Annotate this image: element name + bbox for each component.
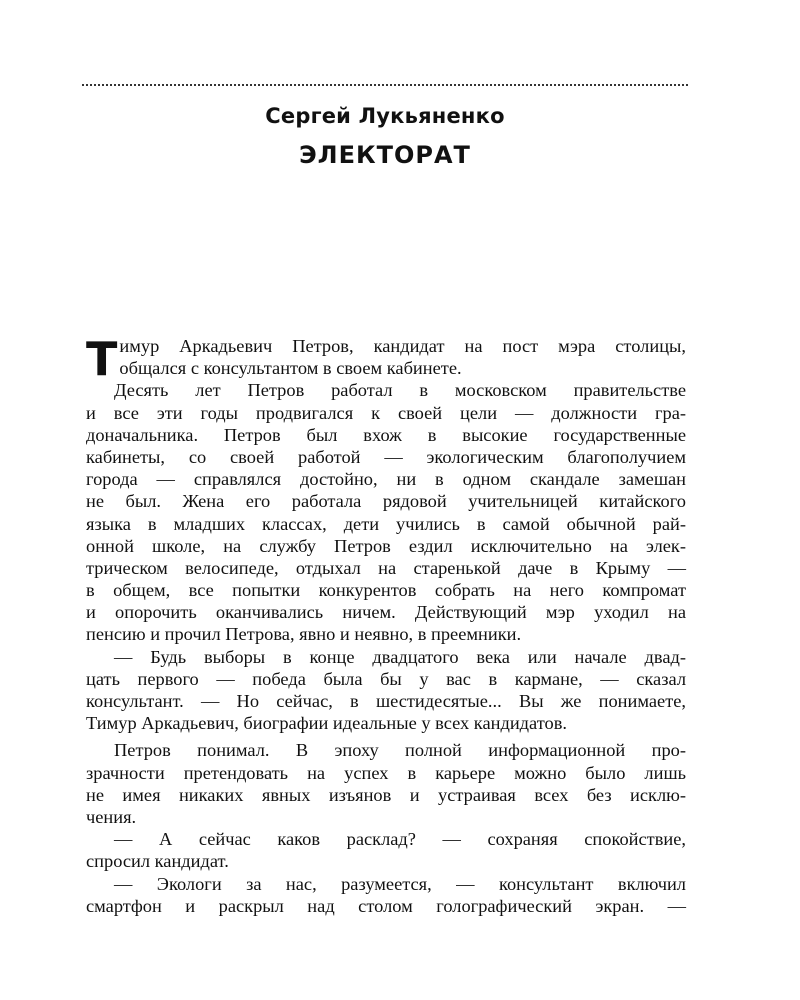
text-line: — А сейчас каков расклад? — сохраняя спокойствие, (114, 829, 686, 850)
text-line: — Будь выборы в конце двадцатого века или начале двад- (114, 646, 686, 667)
text-line: общался с консультантом в своем кабинете. (119, 358, 462, 379)
text-line: онной школе, на службу Петров ездил исключительно на элек- (86, 535, 686, 556)
text-line: смартфон и раскрыл над столом голографический экран. — (86, 895, 686, 916)
text-line-content: имур Аркадьевич Петров, кандидат на пост мэра столицы, (119, 336, 686, 356)
text-line: не был. Жена его работала рядовой учительницей китайского (86, 491, 686, 512)
text-line: в общем, все попытки конкурентов собрать на него компромат (86, 580, 686, 601)
text-line: консультант. — Но сейчас, в шестидесятые... Вы же понимаете, (86, 691, 686, 711)
drop-cap: Т (86, 332, 118, 386)
text-line: цать первого — победа была бы у вас в кармане, — сказал (86, 668, 686, 689)
text-line: не имея никаких явных изъянов и устраивая всех без исклю- (86, 784, 686, 805)
story-title: ЭЛЕКТОРАТ (299, 141, 471, 169)
text-line: пенсию и прочил Петрова, явно и неявно, в преемники. (86, 624, 522, 645)
text-line: Десять лет Петров работал в московском правительстве (114, 380, 686, 401)
text-line: доначальника. Петров был вхож в высокие государственные (86, 424, 686, 445)
text-line: языка в младших классах, дети учились в самой обычной рай- (86, 513, 686, 534)
text-line: спросил кандидат. (86, 851, 229, 872)
text-line: Тимур Аркадьевич, биографии идеальные у всех кандидатов. (86, 713, 567, 734)
story-text (86, 332, 686, 917)
text-line: зрачности претендовать на успех в карьере можно было лишь (86, 762, 686, 783)
author-name: Сергей Лукьяненко (265, 104, 505, 128)
text-line: кабинеты, со своей работой — экологическим благополучием (86, 446, 686, 467)
text-line: чения. (86, 806, 137, 827)
text-line: города — справлялся достойно, ни в одном скандале замешан (86, 469, 686, 490)
text-line: трическом велосипеде, отдыхал на старенькой даче в Крыму — (86, 557, 686, 578)
dotted-divider (82, 84, 688, 86)
text-line: и опорочить оканчивались ничем. Действующий мэр уходил на (86, 602, 686, 623)
text-line: — Экологи за нас, разумеется, — консультант включил (114, 873, 686, 894)
text-line: Петров понимал. В эпоху полной информационной про- (114, 740, 686, 761)
text-line: и все эти годы продвигался к своей цели — должности гра- (86, 402, 686, 423)
